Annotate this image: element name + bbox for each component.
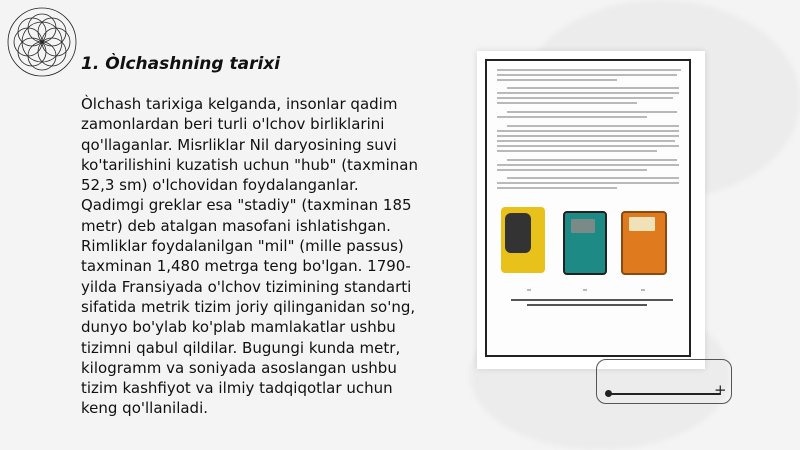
spirograph-logo-icon (6, 6, 78, 78)
slide-body-text: Òlchash tarixiga kelganda, insonlar qadim zamonlardan beri turli o'lchov birliklarini qo'llaganlar. Misrliklar Nil daryosining suvi ko'tarilishini kuzatish uchun "hub" (taxminan 52,3 sm) o'lchovidan foydalanganlar. Qadimgi greklar esa "stadiy" (taxminan 185 metr) deb atalgan masofani ishlatishgan. Rimliklar foydalanilgan "mil" (mille passus) taxminan 1,480 metrga teng bo'lgan. 1790-yilda Fransiyada o'lchov tizimining standarti sifatida metrik tizim joriy qilinganidan so'ng, dunyo bo'ylab ko'plab mamlakatlar ushbu tizimni qabul qildilar. Bugungi kunda metr, kilogramm va soniyada asoslangan ushbu tizim kashfiyot va ilmiy tadqiqotlar uchun keng qo'llaniladi. (81, 95, 418, 418)
slider-track[interactable] (608, 393, 720, 395)
slider-control[interactable] (596, 359, 732, 404)
document-page-image (485, 59, 691, 357)
plus-icon[interactable]: + (714, 381, 727, 399)
slide-title: 1. Òlchashning tarixi (81, 54, 281, 74)
dot-icon[interactable] (605, 390, 612, 397)
